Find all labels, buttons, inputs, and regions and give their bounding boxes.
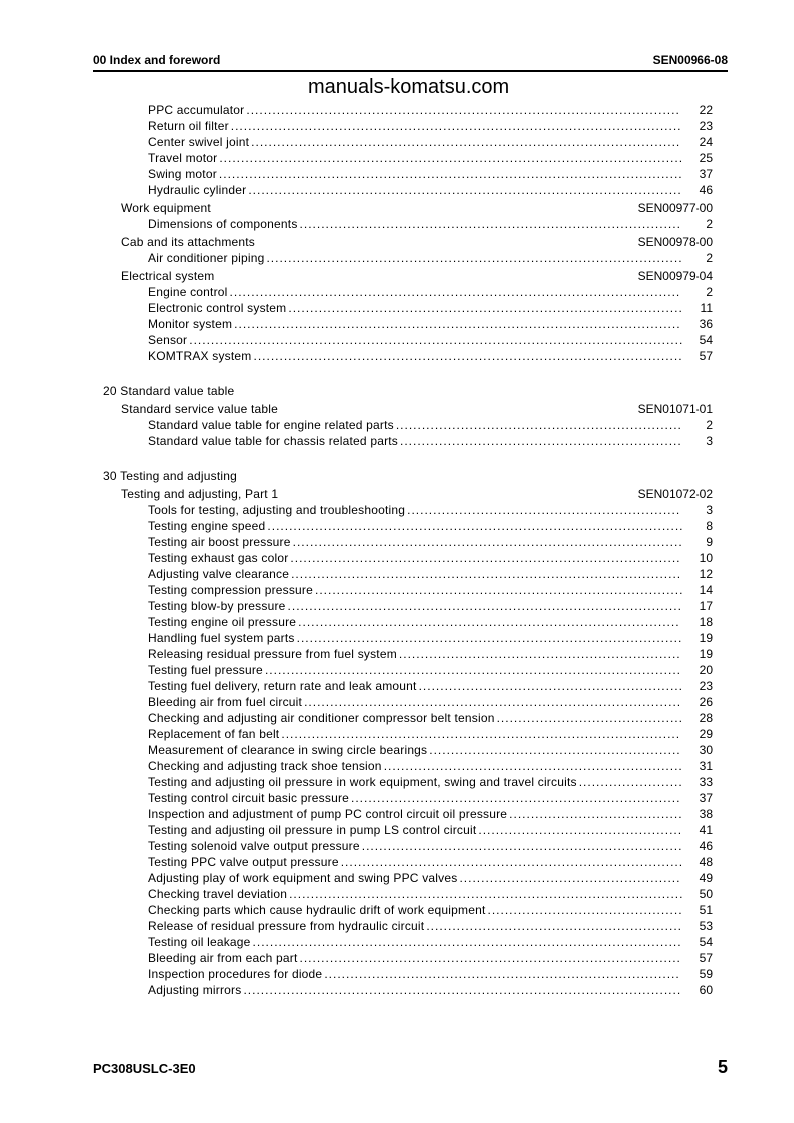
toc-title: Electrical system bbox=[121, 269, 215, 283]
toc-title: Testing fuel delivery, return rate and leak amount bbox=[148, 679, 417, 693]
toc-row-content bbox=[148, 902, 713, 918]
toc-row-content bbox=[148, 758, 713, 774]
toc-row-content bbox=[148, 982, 713, 998]
toc-page: SEN00977-00 bbox=[637, 201, 713, 215]
dot-leader: .................................................................................................... bbox=[246, 103, 680, 117]
toc-entry bbox=[0, 150, 794, 166]
toc-entry bbox=[0, 678, 794, 694]
dot-leader: .................................................................................................................. bbox=[189, 333, 684, 347]
toc-row-content bbox=[148, 582, 713, 598]
toc-row-content bbox=[121, 268, 713, 284]
toc-page: 36 bbox=[699, 317, 713, 331]
dot-leader: .......................................................................................... bbox=[292, 535, 683, 549]
toc-title: Work equipment bbox=[121, 201, 211, 215]
toc-title: Replacement of fan belt bbox=[148, 727, 280, 741]
toc-row-content bbox=[148, 284, 713, 300]
toc-row-content bbox=[148, 332, 713, 348]
toc-row-content bbox=[148, 118, 713, 134]
toc-row-content bbox=[148, 678, 713, 694]
toc-title: Electronic control system bbox=[148, 301, 287, 315]
toc-page: 51 bbox=[699, 903, 713, 917]
toc-row-content bbox=[148, 134, 713, 150]
toc-row-content bbox=[148, 870, 713, 886]
toc-entry bbox=[0, 934, 794, 950]
toc-row-content bbox=[148, 300, 713, 316]
toc-page: 9 bbox=[706, 535, 713, 549]
toc-title: Testing and adjusting oil pressure in pump LS control circuit bbox=[148, 823, 477, 837]
dot-leader: ................................................................................................... bbox=[252, 935, 682, 949]
toc-title: PPC accumulator bbox=[148, 103, 245, 117]
dot-leader: ................................................................................................ bbox=[266, 251, 683, 265]
toc-row-content bbox=[148, 854, 713, 870]
toc-title: Testing solenoid valve output pressure bbox=[148, 839, 360, 853]
dot-leader: .................................................................................. bbox=[324, 967, 680, 981]
dot-leader: ................................................................. bbox=[400, 434, 682, 448]
toc-title: Bleeding air from fuel circuit bbox=[148, 695, 303, 709]
dot-leader: ........................................................................................ bbox=[298, 615, 680, 629]
toc-page: 53 bbox=[699, 919, 713, 933]
toc-entry bbox=[0, 742, 794, 758]
toc-page: 12 bbox=[699, 567, 713, 581]
toc-entry bbox=[0, 518, 794, 534]
toc-page: 14 bbox=[699, 583, 713, 597]
toc-row-content bbox=[148, 790, 713, 806]
toc-row-content bbox=[148, 550, 713, 566]
toc-entry bbox=[0, 182, 794, 198]
toc-page: SEN01071-01 bbox=[637, 402, 713, 416]
toc-entry bbox=[0, 710, 794, 726]
toc-entry bbox=[0, 662, 794, 678]
toc-page: 3 bbox=[706, 503, 713, 517]
table-of-contents bbox=[0, 102, 794, 998]
toc-page: SEN00979-04 bbox=[637, 269, 713, 283]
toc-title: Dimensions of components bbox=[148, 217, 298, 231]
toc-page: 22 bbox=[699, 103, 713, 117]
toc-title: Air conditioner piping bbox=[148, 251, 265, 265]
toc-page: 33 bbox=[699, 775, 713, 789]
toc-title: Checking travel deviation bbox=[148, 887, 288, 901]
toc-title: Handling fuel system parts bbox=[148, 631, 295, 645]
dot-leader: ................................................... bbox=[459, 871, 681, 885]
dot-leader: ........................ bbox=[578, 775, 683, 789]
toc-page: 37 bbox=[699, 791, 713, 805]
toc-page: 28 bbox=[699, 711, 713, 725]
toc-page: 3 bbox=[706, 434, 713, 448]
toc-row-content bbox=[148, 433, 713, 449]
toc-title: KOMTRAX system bbox=[148, 349, 252, 363]
dot-leader: ......................................................................................... bbox=[296, 631, 683, 645]
toc-row-content bbox=[148, 694, 713, 710]
section-title: 00 Index and foreword bbox=[93, 53, 221, 67]
toc-row-content bbox=[148, 742, 713, 758]
dot-leader: ..................................................................................................... bbox=[243, 983, 682, 997]
toc-title: Monitor system bbox=[148, 317, 233, 331]
toc-title: Testing engine oil pressure bbox=[148, 615, 297, 629]
toc-entry bbox=[0, 550, 794, 566]
toc-title: Testing exhaust gas color bbox=[148, 551, 289, 565]
toc-page: SEN01072-02 bbox=[637, 487, 713, 501]
toc-page: 57 bbox=[699, 951, 713, 965]
dot-leader: ........................................................................................................ bbox=[229, 285, 681, 299]
toc-row-content bbox=[148, 566, 713, 582]
toc-section bbox=[0, 200, 794, 216]
toc-title: Bleeding air from each part bbox=[148, 951, 298, 965]
toc-entry bbox=[0, 902, 794, 918]
toc-row-content bbox=[148, 614, 713, 630]
toc-page: 38 bbox=[699, 807, 713, 821]
dot-leader: ..................................................................................... bbox=[315, 583, 684, 597]
toc-entry bbox=[0, 966, 794, 982]
toc-page: 2 bbox=[706, 251, 713, 265]
toc-title: Engine control bbox=[148, 285, 228, 299]
toc-entry bbox=[0, 417, 794, 433]
toc-title: Checking and adjusting track shoe tension bbox=[148, 759, 382, 773]
toc-entry bbox=[0, 822, 794, 838]
toc-row-content bbox=[121, 200, 713, 216]
dot-leader: ................................................................................................... bbox=[253, 349, 683, 363]
toc-title: Testing fuel pressure bbox=[148, 663, 263, 677]
toc-entry bbox=[0, 886, 794, 902]
toc-row-content bbox=[148, 598, 713, 614]
toc-row-content bbox=[148, 250, 713, 266]
toc-entry bbox=[0, 332, 794, 348]
watermark: manuals-komatsu.com bbox=[308, 76, 510, 98]
toc-entry bbox=[0, 582, 794, 598]
toc-row-content bbox=[148, 502, 713, 518]
toc-row-content bbox=[148, 216, 713, 232]
toc-page: 29 bbox=[699, 727, 713, 741]
toc-row-content bbox=[148, 966, 713, 982]
dot-leader: ............................................................................................ bbox=[281, 727, 681, 741]
toc-title: Standard service value table bbox=[121, 402, 279, 416]
toc-page: 23 bbox=[699, 119, 713, 133]
toc-entry bbox=[0, 982, 794, 998]
toc-page: 54 bbox=[699, 935, 713, 949]
toc-title: Standard value table for chassis related parts bbox=[148, 434, 399, 448]
toc-entry bbox=[0, 102, 794, 118]
toc-entry bbox=[0, 134, 794, 150]
toc-row-content bbox=[148, 102, 713, 118]
toc-page: 41 bbox=[699, 823, 713, 837]
toc-row-content bbox=[148, 348, 713, 364]
dot-leader: ............................................................................... bbox=[340, 855, 684, 869]
toc-page: 37 bbox=[699, 167, 713, 181]
toc-page: 31 bbox=[699, 759, 713, 773]
toc-row-content bbox=[148, 166, 713, 182]
toc-section bbox=[0, 401, 794, 417]
toc-page: 48 bbox=[699, 855, 713, 869]
toc-entry bbox=[0, 300, 794, 316]
toc-row-content bbox=[148, 630, 713, 646]
toc-entry bbox=[0, 250, 794, 266]
dot-leader: ................................................................................................... bbox=[251, 135, 681, 149]
toc-page: 17 bbox=[699, 599, 713, 613]
toc-title: Hydraulic cylinder bbox=[148, 183, 247, 197]
page-number: 5 bbox=[717, 1057, 728, 1077]
toc-row-content bbox=[121, 401, 713, 417]
dot-leader: ........................................................................................................... bbox=[219, 151, 684, 165]
toc-entry bbox=[0, 614, 794, 630]
page-header bbox=[93, 52, 728, 72]
dot-leader: .................................................................. bbox=[395, 418, 682, 432]
toc-chapter bbox=[0, 383, 794, 399]
toc-entry bbox=[0, 806, 794, 822]
toc-page: 60 bbox=[699, 983, 713, 997]
dot-leader: ........................................................................................... bbox=[287, 599, 682, 613]
dot-leader: ............................................. bbox=[487, 903, 683, 917]
toc-title: Sensor bbox=[148, 333, 188, 347]
toc-row-content bbox=[148, 886, 713, 902]
dot-leader: ....................................................................................................... bbox=[234, 317, 681, 331]
toc-row-content bbox=[148, 950, 713, 966]
toc-section bbox=[0, 234, 794, 250]
dot-leader: ............................................................... bbox=[407, 503, 681, 517]
dot-leader: ................................................................. bbox=[398, 647, 681, 661]
toc-entry bbox=[0, 630, 794, 646]
toc-title: Cab and its attachments bbox=[121, 235, 256, 249]
dot-leader: .......................................................................... bbox=[361, 839, 683, 853]
toc-entry bbox=[0, 694, 794, 710]
toc-page: 59 bbox=[699, 967, 713, 981]
toc-entry bbox=[0, 216, 794, 232]
toc-section bbox=[0, 268, 794, 284]
toc-entry bbox=[0, 433, 794, 449]
toc-page: 57 bbox=[699, 349, 713, 363]
toc-row-content bbox=[121, 234, 713, 250]
toc-title: Testing blow-by pressure bbox=[148, 599, 286, 613]
toc-title: Inspection and adjustment of pump PC control circuit oil pressure bbox=[148, 807, 508, 821]
toc-title: Return oil filter bbox=[148, 119, 229, 133]
toc-entry bbox=[0, 348, 794, 364]
toc-entry bbox=[0, 566, 794, 582]
toc-row-content bbox=[121, 486, 713, 502]
toc-page: 8 bbox=[706, 519, 713, 533]
toc-page: 25 bbox=[699, 151, 713, 165]
toc-page: 2 bbox=[706, 217, 713, 231]
toc-title: Testing and adjusting, Part 1 bbox=[121, 487, 279, 501]
toc-entry bbox=[0, 726, 794, 742]
toc-title: Measurement of clearance in swing circle bearings bbox=[148, 743, 428, 757]
toc-title: Adjusting mirrors bbox=[148, 983, 242, 997]
toc-row-content bbox=[148, 417, 713, 433]
toc-row-content bbox=[148, 838, 713, 854]
dot-leader: ........................................................................................... bbox=[289, 887, 684, 901]
toc-row-content bbox=[148, 710, 713, 726]
toc-entry bbox=[0, 870, 794, 886]
dot-leader: ........................................................................................ bbox=[299, 217, 681, 231]
toc-row-content bbox=[148, 150, 713, 166]
toc-entry bbox=[0, 918, 794, 934]
toc-title: Inspection procedures for diode bbox=[148, 967, 323, 981]
toc-page: 19 bbox=[699, 631, 713, 645]
dot-leader: .......................................................................................... bbox=[290, 551, 681, 565]
toc-page: 2 bbox=[706, 418, 713, 432]
dot-leader: ............................................... bbox=[478, 823, 683, 837]
toc-page: 26 bbox=[699, 695, 713, 709]
toc-entry bbox=[0, 284, 794, 300]
toc-row-content bbox=[148, 822, 713, 838]
toc-page: 49 bbox=[699, 871, 713, 885]
toc-entry bbox=[0, 774, 794, 790]
toc-page: SEN00978-00 bbox=[637, 235, 713, 249]
toc-title: Testing air boost pressure bbox=[148, 535, 291, 549]
toc-title: Adjusting play of work equipment and swing PPC valves bbox=[148, 871, 458, 885]
dot-leader: ................................................................................................ bbox=[267, 519, 684, 533]
dot-leader: ..................................................................... bbox=[383, 759, 683, 773]
dot-leader: .......................................................... bbox=[429, 743, 681, 757]
toc-section bbox=[0, 486, 794, 502]
toc-row-content bbox=[148, 534, 713, 550]
toc-row-content bbox=[148, 726, 713, 742]
toc-page: 30 bbox=[699, 743, 713, 757]
dot-leader: .................................................................................................... bbox=[248, 183, 682, 197]
toc-title: Center swivel joint bbox=[148, 135, 250, 149]
toc-title: 20 Standard value table bbox=[103, 384, 235, 398]
toc-page: 2 bbox=[706, 285, 713, 299]
toc-title: Testing PPC valve output pressure bbox=[148, 855, 339, 869]
toc-entry bbox=[0, 534, 794, 550]
toc-title: Swing motor bbox=[148, 167, 217, 181]
toc-entry bbox=[0, 118, 794, 134]
dot-leader: ........................................................................................... bbox=[288, 301, 683, 315]
dot-leader: ........................................................................................................ bbox=[230, 119, 682, 133]
dot-leader: ........................................... bbox=[496, 711, 683, 725]
toc-entry bbox=[0, 758, 794, 774]
dot-leader: ........................................................................................ bbox=[299, 951, 681, 965]
toc-row-content bbox=[148, 646, 713, 662]
toc-page: 11 bbox=[700, 301, 713, 315]
toc-entry bbox=[0, 502, 794, 518]
toc-row-content bbox=[103, 383, 713, 399]
toc-page: 18 bbox=[699, 615, 713, 629]
dot-leader: ........................................ bbox=[509, 807, 683, 821]
toc-row-content bbox=[148, 316, 713, 332]
toc-row-content bbox=[103, 468, 713, 484]
toc-title: Releasing residual pressure from fuel system bbox=[148, 647, 397, 661]
toc-title: Testing and adjusting oil pressure in work equipment, swing and travel circuits bbox=[148, 775, 577, 789]
toc-title: Testing engine speed bbox=[148, 519, 266, 533]
toc-page: 19 bbox=[699, 647, 713, 661]
toc-row-content bbox=[148, 806, 713, 822]
toc-page: 10 bbox=[699, 551, 713, 565]
toc-entry bbox=[0, 838, 794, 854]
toc-row-content bbox=[148, 662, 713, 678]
toc-entry bbox=[0, 316, 794, 332]
dot-leader: ............................................................. bbox=[418, 679, 683, 693]
dot-leader: ....................................................................................... bbox=[304, 695, 682, 709]
toc-title: Travel motor bbox=[148, 151, 218, 165]
toc-entry bbox=[0, 790, 794, 806]
toc-page: 46 bbox=[699, 183, 713, 197]
toc-row-content bbox=[148, 182, 713, 198]
toc-title: Testing compression pressure bbox=[148, 583, 314, 597]
toc-page: 46 bbox=[699, 839, 713, 853]
dot-leader: ............................................................................ bbox=[351, 791, 681, 805]
toc-entry bbox=[0, 166, 794, 182]
toc-title: Testing oil leakage bbox=[148, 935, 251, 949]
toc-title: Release of residual pressure from hydraulic circuit bbox=[148, 919, 425, 933]
toc-page: 24 bbox=[699, 135, 713, 149]
toc-page: 54 bbox=[699, 333, 713, 347]
toc-title: Testing control circuit basic pressure bbox=[148, 791, 350, 805]
toc-entry bbox=[0, 646, 794, 662]
toc-row-content bbox=[148, 934, 713, 950]
dot-leader: ................................................................................................ bbox=[264, 663, 681, 677]
toc-page: 20 bbox=[699, 663, 713, 677]
toc-entry bbox=[0, 598, 794, 614]
toc-title: Adjusting valve clearance bbox=[148, 567, 290, 581]
toc-title: Checking parts which cause hydraulic drift of work equipment bbox=[148, 903, 486, 917]
toc-title: Checking and adjusting air conditioner compressor belt tension bbox=[148, 711, 495, 725]
dot-leader: ........................................................................................................... bbox=[218, 167, 683, 181]
toc-page: 23 bbox=[699, 679, 713, 693]
toc-row-content bbox=[148, 518, 713, 534]
toc-entry bbox=[0, 950, 794, 966]
toc-title: 30 Testing and adjusting bbox=[103, 469, 238, 483]
footer-model: PC308USLC-3E0 bbox=[93, 1061, 196, 1076]
toc-title: Tools for testing, adjusting and troubleshooting bbox=[148, 503, 406, 517]
toc-chapter bbox=[0, 468, 794, 484]
toc-page: 50 bbox=[699, 887, 713, 901]
toc-row-content bbox=[148, 918, 713, 934]
dot-leader: ........................................................... bbox=[426, 919, 683, 933]
toc-row-content bbox=[148, 774, 713, 790]
toc-title: Standard value table for engine related parts bbox=[148, 418, 394, 432]
document-code: SEN00966-08 bbox=[652, 53, 728, 67]
toc-entry bbox=[0, 854, 794, 870]
dot-leader: .......................................................................................... bbox=[291, 567, 682, 581]
